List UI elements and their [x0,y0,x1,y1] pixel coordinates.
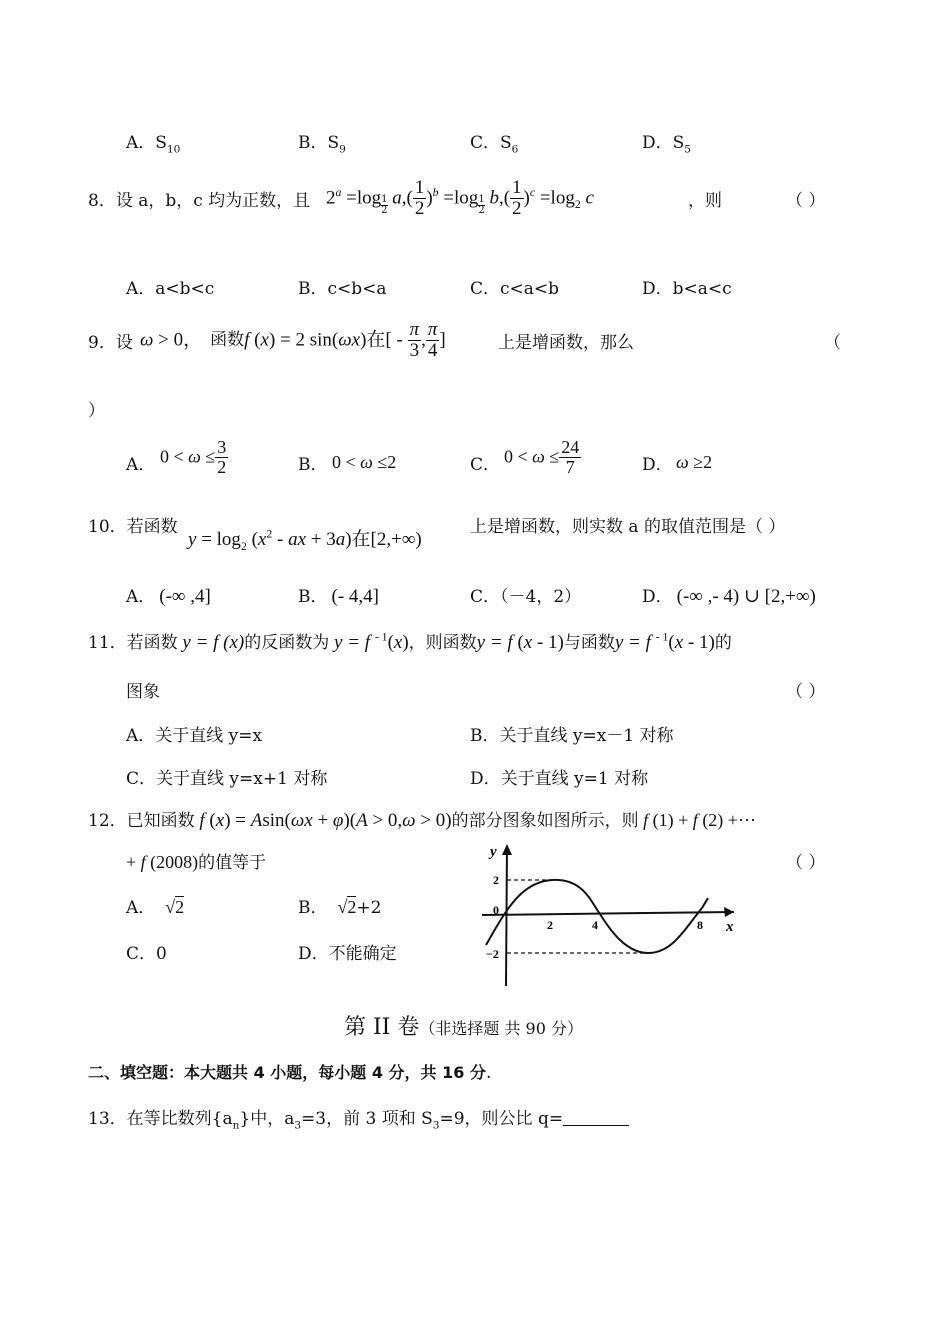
question-number: 9． [88,333,116,353]
question-number: 11． [88,633,127,653]
part2-heading [88,1060,491,1083]
q9-option-d [642,450,713,475]
q12-answer-paren: （ ） [786,853,826,873]
option-text: 不能确定 [328,944,397,964]
option-label: A． [126,726,156,746]
subscript: 3 [294,1119,302,1132]
option-text: S [155,133,167,153]
option-label: D． [470,769,501,789]
x-tick-2: 2 [547,918,553,932]
option-label: C． [470,587,501,607]
question-text: =3，前 3 项和 S [301,1109,433,1129]
option-label: D． [298,944,329,964]
formula: y = f (x) [177,632,245,653]
answer-blank[interactable] [563,1109,629,1126]
option-text: S [327,133,340,153]
option-formula: 0 < ω ≤ $\frac{3}{2}$ [160,437,227,477]
q10-option-a [126,582,211,608]
q12-option-d [298,939,397,964]
question-text: 设 [115,333,133,353]
formula: y = f (x - 1) [476,632,564,653]
option-text: (- 4,4] [331,586,379,607]
formula: f (1) + f (2) +⋯ [638,810,756,830]
q11-answer-paren: （ ） [786,682,826,702]
q13 [88,1104,629,1131]
option-text: b<a<c [672,279,732,299]
q9-option-a [126,437,227,477]
q8-option-c [470,274,559,299]
option-text: 关于直线 y=x+1 对称 [156,769,328,789]
x-axis-arrow [724,907,734,917]
q9-stem-post: 上是增函数，那么 [498,333,634,353]
option-label: A． [126,279,156,299]
option-text: 关于直线 y=x [155,726,263,746]
y-axis-arrow [502,844,512,855]
question-text: =9，则公比 q= [439,1109,564,1129]
option-text: (-∞ ,4] [159,586,211,607]
option-label: D． [642,455,673,475]
q9-formula: ω > 0， 函数f (x) = 2 sin(ωx)在[ - $\frac{\pi}{3}$ , $\frac{\pi}{4}$ ] [140,319,446,361]
sqrt-2: √2 [165,897,185,917]
option-label: A． [126,587,156,607]
q10-stem-post: 上是增函数，则实数 a 的取值范围是（ ） [470,517,786,537]
section-subtitle: （非选择题 共 90 分） [419,1019,583,1038]
option-label: A． [126,133,156,153]
option-text: S [500,133,512,153]
q12-sine-graph [476,840,746,990]
question-number: 13． [88,1109,127,1129]
question-number: 10． [88,517,127,537]
q8-option-a [126,274,214,299]
question-number: 8． [88,191,116,211]
question-text: 的 [714,633,732,653]
option-subscript: 10 [166,143,181,156]
q12-option-c [126,939,167,964]
q11-option-a [126,721,262,746]
question-text: 在等比数列{a [126,1109,233,1129]
question-text: 函数 [210,330,245,351]
q11-stem [88,628,732,654]
y-tick-neg2: −2 [486,947,499,961]
option-label: C． [126,944,157,964]
y-axis-label: y [490,844,497,860]
q10-option-c [470,582,581,607]
option-label: B． [298,133,328,153]
option-label: A． [126,898,156,918]
q9-paren-open: （ [824,333,841,353]
x-tick-4: 4 [592,918,598,932]
q10-formula: $y = \log_2 (x^2$ - ax + 3a)在[2,+∞) [188,527,422,553]
option-text: c<a<b [500,279,560,299]
option-label: C． [470,455,501,475]
section-title-block [344,1010,583,1041]
q11-stem-line2: 图象 [126,682,160,702]
subscript: 3 [432,1119,440,1132]
option-label: B． [298,898,328,918]
option-label: B． [298,587,328,607]
option-label: B． [298,279,328,299]
option-label: B． [470,726,500,746]
q12-option-b [298,893,381,918]
option-text: a<b<c [155,279,215,299]
question-text: 与函数 [563,633,615,653]
q7-option-a [126,128,180,155]
option-text: c<b<a [327,279,387,299]
question-text: }中，a [239,1109,295,1129]
option-formula: 0 < ω ≤2 [332,452,397,472]
option-label: C． [470,133,501,153]
question-text: 若函数 [126,633,178,653]
option-label: D． [642,279,673,299]
option-subscript: 6 [511,143,519,156]
part-heading: 二、填空题：本大题共 4 小题，每小题 4 分，共 16 分 [88,1063,486,1082]
q8-formula: $2^a =\log$ $\frac{1}{2}$ a,( $\frac{1}{2}$ )$^b$ =log $\frac{1}{2}$ b,( $\frac{1}{2}$ )$^c =\log_2$ c [326,177,594,219]
option-text: (-∞ ,- 4) ∪ [2,+∞) [676,586,816,607]
question-number: 12． [88,811,127,831]
q9-option-c [470,437,580,477]
formula: f (x) = Asin(ωx + φ)(A > 0,ω > 0) [194,810,452,831]
question-text: ，则函数 [408,633,477,653]
x-axis-label: x [726,919,734,935]
option-text: 关于直线 y=1 对称 [500,769,649,789]
sine-curve [486,880,708,953]
q12-option-a [126,893,184,918]
q9-stem [88,328,133,353]
option-label: C． [470,279,501,299]
option-subscript: 5 [684,143,691,156]
option-text: （－4，2） [500,587,582,607]
option-label: D． [642,133,673,153]
y-axis [506,846,507,986]
x-tick-8: 8 [697,918,703,932]
q10-option-d [642,582,816,608]
option-formula: ω ≥2 [676,452,713,472]
option-text: +2 [356,898,382,918]
q9-paren-close: ） [88,401,105,421]
y-tick-2: 2 [493,873,499,887]
option-label: B． [298,455,328,475]
option-text: S [672,133,685,153]
q8-stem [88,186,310,211]
q9-option-b [298,450,397,475]
formula: y = f $^{- 1}$(x - 1) [614,630,715,653]
q11-option-b [470,721,674,746]
subscript: n [232,1119,240,1132]
q8-option-b [298,274,387,299]
q12-stem-line2 [126,848,266,873]
q12-stem [88,806,756,832]
question-text: 若函数 [126,517,178,537]
heading-period: . [485,1063,492,1083]
option-text: 0 [156,944,167,964]
formula: + f (2008) [126,852,199,872]
formula: y = f $^{- 1}$(x) [329,630,409,653]
question-text: 的反函数为 [244,633,330,653]
q10-stem [88,512,178,537]
option-label: C． [126,769,157,789]
question-text: 的值等于 [198,853,267,873]
q7-option-d [642,128,691,155]
q10-option-b [298,582,379,608]
sqrt-2: √2 [337,897,357,917]
section-title: 第 II 卷 [344,1015,420,1040]
q7-option-c [470,128,518,155]
y-tick-0: 0 [493,903,499,917]
question-text: 设 a，b，c 均为正数，且 [115,191,311,211]
q7-option-b [298,128,346,155]
q8-option-d [642,274,732,299]
option-label: A． [126,455,156,475]
q8-answer-paren: （ ） [786,191,826,211]
question-text: 已知函数 [126,811,195,831]
q8-tail: ，则 [688,191,722,211]
option-subscript: 9 [339,143,346,156]
option-text: 关于直线 y=x－1 对称 [499,726,674,746]
q11-option-c [126,764,327,789]
question-text: 的部分图象如图所示，则 [451,811,639,831]
option-label: D． [642,587,673,607]
option-formula: 0 < ω ≤ $\frac{24}{7}$ [504,437,580,477]
q11-option-d [470,764,648,789]
